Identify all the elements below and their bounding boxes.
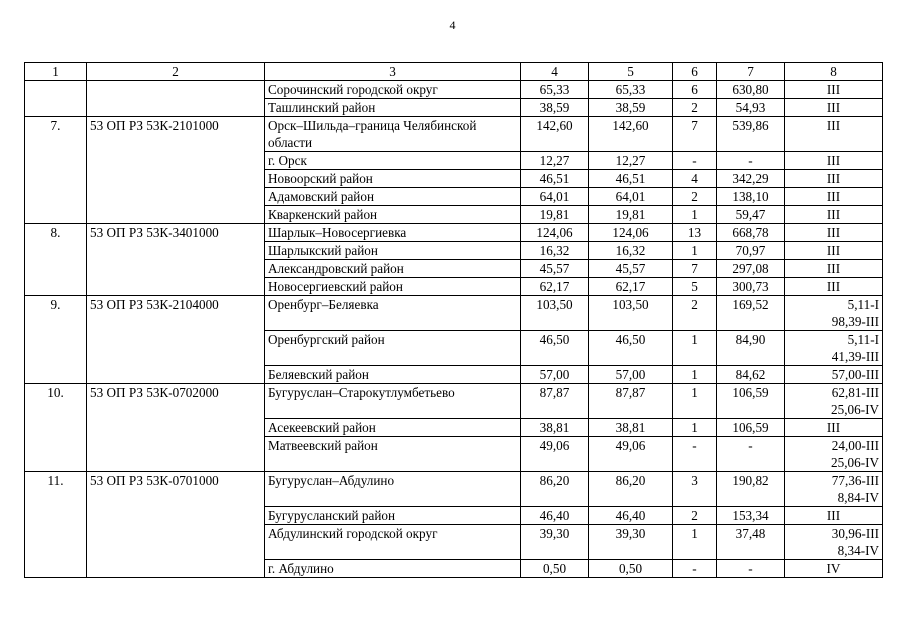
value-cell: 70,97	[717, 242, 785, 260]
category-cell	[785, 437, 883, 472]
length-cell: 49,06	[589, 437, 673, 472]
length-cell: 46,50	[521, 331, 589, 366]
count-cell: 1	[673, 384, 717, 419]
row-number-cell: 11.	[25, 472, 87, 578]
value-cell: 169,52	[717, 296, 785, 331]
table-row	[25, 472, 883, 507]
category-line: 8,84-IV	[837, 490, 879, 505]
count-cell: 6	[673, 81, 717, 99]
name-cell: Ташлинский район	[265, 99, 521, 117]
category-line: 98,39-III	[831, 314, 879, 329]
category-line: III	[826, 279, 841, 294]
row-number-cell	[25, 81, 87, 117]
length-cell: 39,30	[589, 525, 673, 560]
length-cell: 0,50	[589, 560, 673, 578]
name-cell: Оренбург–Беляевка	[265, 296, 521, 331]
value-cell: 539,86	[717, 117, 785, 152]
category-cell	[785, 419, 883, 437]
category-cell	[785, 507, 883, 525]
name-cell: Новоорский район	[265, 170, 521, 188]
name-cell: Шарлык–Новосергиевка	[265, 224, 521, 242]
count-cell: -	[673, 560, 717, 578]
length-cell: 46,51	[589, 170, 673, 188]
name-cell: Абдулинский городской округ	[265, 525, 521, 560]
table-header-row	[25, 63, 883, 81]
name-cell: г. Орск	[265, 152, 521, 170]
count-cell: 13	[673, 224, 717, 242]
count-cell: 2	[673, 99, 717, 117]
category-line: III	[826, 243, 841, 258]
length-cell: 0,50	[521, 560, 589, 578]
name-cell: Орск–Шильда–граница Челябинской области	[265, 117, 521, 152]
count-cell: 3	[673, 472, 717, 507]
length-cell: 46,40	[521, 507, 589, 525]
road-code-cell: 53 ОП РЗ 53К-0702000	[87, 384, 265, 472]
value-cell: 59,47	[717, 206, 785, 224]
table-row	[25, 224, 883, 242]
category-cell	[785, 525, 883, 560]
name-cell: Матвеевский район	[265, 437, 521, 472]
count-cell: 1	[673, 206, 717, 224]
count-cell: 5	[673, 278, 717, 296]
category-cell	[785, 117, 883, 152]
category-cell	[785, 278, 883, 296]
name-cell: Бугуруслан–Старокутлумбетьево	[265, 384, 521, 419]
category-line: III	[826, 225, 841, 240]
length-cell: 19,81	[589, 206, 673, 224]
count-cell: 4	[673, 170, 717, 188]
category-cell	[785, 366, 883, 384]
row-number-cell: 8.	[25, 224, 87, 296]
road-code-cell: 53 ОП РЗ 53К-2101000	[87, 117, 265, 224]
header-cell: 4	[521, 63, 589, 81]
name-cell: г. Абдулино	[265, 560, 521, 578]
category-line: 25,06-IV	[831, 402, 879, 417]
count-cell: 1	[673, 331, 717, 366]
length-cell: 142,60	[589, 117, 673, 152]
header-cell: 7	[717, 63, 785, 81]
length-cell: 38,59	[521, 99, 589, 117]
category-cell	[785, 81, 883, 99]
category-line: III	[826, 508, 841, 523]
category-cell	[785, 99, 883, 117]
value-cell: 190,82	[717, 472, 785, 507]
road-code-cell: 53 ОП РЗ 53К-3401000	[87, 224, 265, 296]
length-cell: 45,57	[589, 260, 673, 278]
category-line: 77,36-III	[831, 473, 879, 488]
count-cell: -	[673, 437, 717, 472]
category-line: III	[826, 118, 841, 133]
table-row	[25, 81, 883, 99]
category-line: 5,11-I	[847, 297, 879, 312]
length-cell: 19,81	[521, 206, 589, 224]
name-cell: Бугурусланский район	[265, 507, 521, 525]
value-cell: 300,73	[717, 278, 785, 296]
value-cell: 138,10	[717, 188, 785, 206]
road-code-cell: 53 ОП РЗ 53К-2104000	[87, 296, 265, 384]
category-cell	[785, 188, 883, 206]
road-code-cell	[87, 81, 265, 117]
value-cell: -	[717, 560, 785, 578]
row-number-cell: 7.	[25, 117, 87, 224]
length-cell: 64,01	[589, 188, 673, 206]
value-cell: 297,08	[717, 260, 785, 278]
category-cell	[785, 384, 883, 419]
value-cell: 106,59	[717, 384, 785, 419]
category-line: 25,06-IV	[831, 455, 879, 470]
count-cell: 2	[673, 507, 717, 525]
category-line: III	[826, 171, 841, 186]
category-line: 57,00-III	[831, 367, 879, 382]
length-cell: 87,87	[521, 384, 589, 419]
count-cell: -	[673, 152, 717, 170]
length-cell: 39,30	[521, 525, 589, 560]
length-cell: 103,50	[589, 296, 673, 331]
length-cell: 124,06	[589, 224, 673, 242]
length-cell: 45,57	[521, 260, 589, 278]
category-line: III	[826, 82, 841, 97]
row-number-cell: 10.	[25, 384, 87, 472]
count-cell: 1	[673, 242, 717, 260]
category-line: III	[826, 189, 841, 204]
value-cell: 84,62	[717, 366, 785, 384]
count-cell: 1	[673, 419, 717, 437]
category-line: IV	[826, 561, 841, 576]
count-cell: 7	[673, 117, 717, 152]
category-cell	[785, 331, 883, 366]
name-cell: Сорочинский городской округ	[265, 81, 521, 99]
value-cell: 54,93	[717, 99, 785, 117]
value-cell: 37,48	[717, 525, 785, 560]
length-cell: 16,32	[521, 242, 589, 260]
length-cell: 38,59	[589, 99, 673, 117]
length-cell: 103,50	[521, 296, 589, 331]
category-line: III	[826, 420, 841, 435]
length-cell: 64,01	[521, 188, 589, 206]
count-cell: 2	[673, 296, 717, 331]
value-cell: 630,80	[717, 81, 785, 99]
roads-table	[24, 62, 883, 578]
table-row	[25, 296, 883, 331]
length-cell: 86,20	[521, 472, 589, 507]
name-cell: Бугуруслан–Абдулино	[265, 472, 521, 507]
category-line: III	[826, 153, 841, 168]
name-cell: Новосергиевский район	[265, 278, 521, 296]
page-number: 4	[449, 18, 456, 32]
length-cell: 38,81	[589, 419, 673, 437]
length-cell: 65,33	[589, 81, 673, 99]
category-cell	[785, 224, 883, 242]
name-cell: Кваркенский район	[265, 206, 521, 224]
length-cell: 142,60	[521, 117, 589, 152]
length-cell: 62,17	[589, 278, 673, 296]
category-line: 41,39-III	[831, 349, 879, 364]
length-cell: 46,50	[589, 331, 673, 366]
category-line: 24,00-III	[831, 438, 879, 453]
category-cell	[785, 296, 883, 331]
name-cell: Асекеевский район	[265, 419, 521, 437]
count-cell: 2	[673, 188, 717, 206]
name-cell: Адамовский район	[265, 188, 521, 206]
count-cell: 7	[673, 260, 717, 278]
header-cell: 2	[87, 63, 265, 81]
length-cell: 12,27	[589, 152, 673, 170]
category-line: 30,96-III	[831, 526, 879, 541]
header-cell: 8	[785, 63, 883, 81]
length-cell: 16,32	[589, 242, 673, 260]
category-cell	[785, 242, 883, 260]
length-cell: 49,06	[521, 437, 589, 472]
category-line: 5,11-I	[847, 332, 879, 347]
length-cell: 124,06	[521, 224, 589, 242]
length-cell: 38,81	[521, 419, 589, 437]
value-cell: -	[717, 152, 785, 170]
category-line: III	[826, 100, 841, 115]
length-cell: 86,20	[589, 472, 673, 507]
value-cell: -	[717, 437, 785, 472]
value-cell: 84,90	[717, 331, 785, 366]
header-cell: 3	[265, 63, 521, 81]
table-row	[25, 117, 883, 152]
name-cell: Шарлыкский район	[265, 242, 521, 260]
category-cell	[785, 472, 883, 507]
name-cell: Оренбургский район	[265, 331, 521, 366]
category-line: III	[826, 261, 841, 276]
value-cell: 668,78	[717, 224, 785, 242]
name-cell: Беляевский район	[265, 366, 521, 384]
header-cell: 6	[673, 63, 717, 81]
name-cell: Александровский район	[265, 260, 521, 278]
value-cell: 106,59	[717, 419, 785, 437]
category-cell	[785, 206, 883, 224]
value-cell: 153,34	[717, 507, 785, 525]
category-line: 62,81-III	[831, 385, 879, 400]
category-cell	[785, 170, 883, 188]
length-cell: 62,17	[521, 278, 589, 296]
count-cell: 1	[673, 525, 717, 560]
length-cell: 57,00	[589, 366, 673, 384]
table-row	[25, 384, 883, 419]
value-cell: 342,29	[717, 170, 785, 188]
road-code-cell: 53 ОП РЗ 53К-0701000	[87, 472, 265, 578]
header-cell: 5	[589, 63, 673, 81]
count-cell: 1	[673, 366, 717, 384]
category-line: III	[826, 207, 841, 222]
length-cell: 87,87	[589, 384, 673, 419]
category-cell	[785, 152, 883, 170]
category-line: 8,34-IV	[837, 543, 879, 558]
length-cell: 57,00	[521, 366, 589, 384]
length-cell: 65,33	[521, 81, 589, 99]
header-cell: 1	[25, 63, 87, 81]
length-cell: 12,27	[521, 152, 589, 170]
category-cell	[785, 260, 883, 278]
category-cell	[785, 560, 883, 578]
row-number-cell: 9.	[25, 296, 87, 384]
length-cell: 46,40	[589, 507, 673, 525]
length-cell: 46,51	[521, 170, 589, 188]
